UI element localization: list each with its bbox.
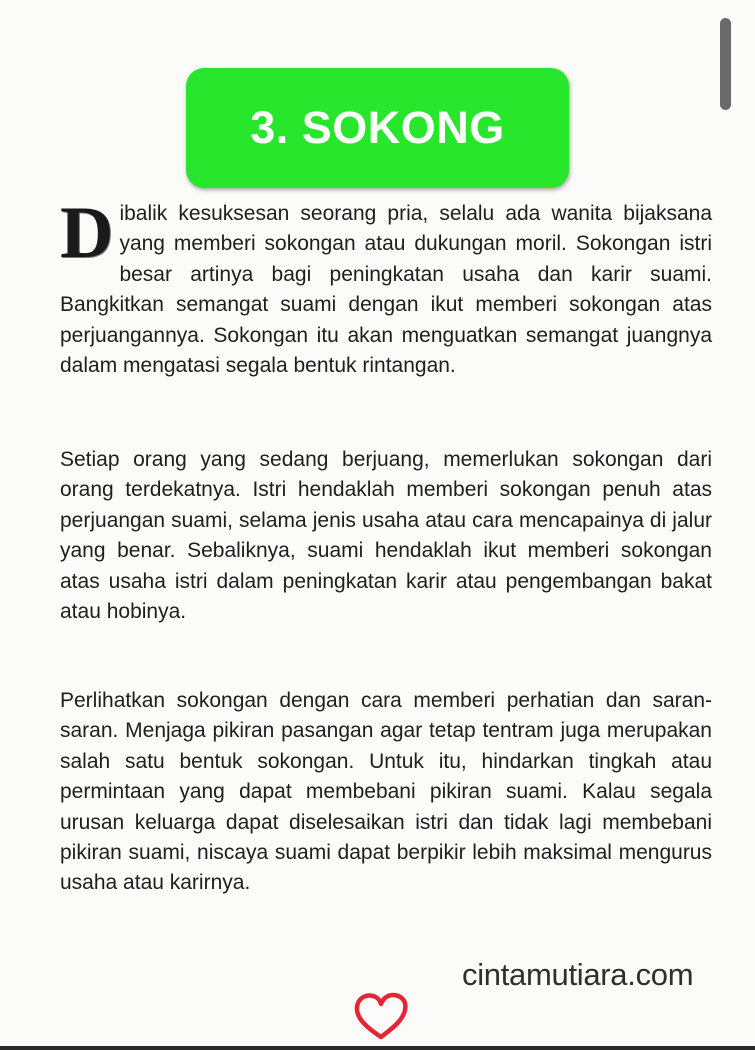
paragraph-3 [60, 686, 712, 899]
paragraph-1 [60, 192, 712, 381]
paragraph-1-text: ibalik kesuksesan seorang pria, selalu ada wanita bijaksana yang memberi sokongan atau dukungan moril. Sokongan istri besar artinya bagi peningkatan usaha dan karir suami. Bangkitkan semangat suami dengan ikut memberi sokongan atas perjuangannya. Sokongan itu akan menguatkan semangat juangnya dalam mengatasi segala bentuk rintangan. [60, 202, 712, 378]
paragraph-3-text: Perlihatkan sokongan dengan cara memberi perhatian dan saran-saran. Menjaga pikiran pasangan agar tetap tentram juga merupakan salah satu bentuk sokongan. Untuk itu, hindarkan tingkah atau permintaan yang dapat membebani pikiran suami. Kalau segala urusan keluarga dapat diselesaikan istri dan tidak lagi membebani pikiran suami, niscaya suami dapat berpikir lebih maksimal mengurus usaha atau karirnya. [60, 689, 712, 895]
paragraph-2 [60, 445, 712, 627]
paragraph-2-text: Setiap orang yang sedang berjuang, memerlukan sokongan dari orang terdekatnya. Istri hendaklah memberi sokongan penuh atas perjuangan suami, selama jenis usaha atau cara mencapainya di jalur yang benar. Sebaliknya, suami hendaklah ikut memberi sokongan atas usaha istri dalam peningkatan karir atau pengembangan bakat atau hobinya. [60, 448, 712, 624]
page-title: 3. SOKONG [250, 102, 505, 153]
bottom-divider [0, 1046, 755, 1050]
drop-cap: D [60, 192, 114, 274]
title-banner [186, 68, 569, 188]
watermark-url: cintamutiara.com [462, 957, 694, 992]
heart-icon [352, 990, 410, 1042]
scrollbar-thumb[interactable] [720, 18, 731, 110]
